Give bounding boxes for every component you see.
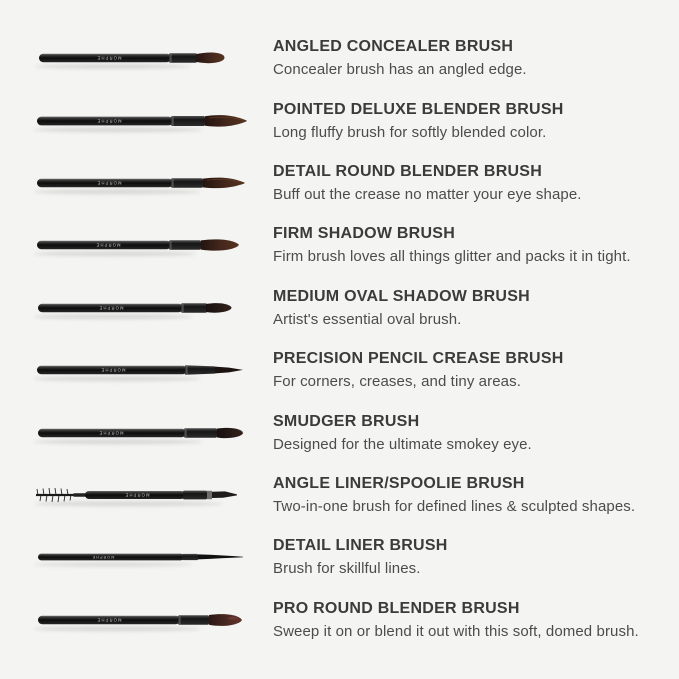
brush-title: POINTED DELUXE BLENDER BRUSH <box>273 100 564 118</box>
handle-brand-label: MORPHE <box>96 617 122 623</box>
brush-description: Sweep it on or blend it out with this soft, domed brush. <box>273 622 639 640</box>
brush-title: DETAIL LINER BRUSH <box>273 537 448 555</box>
row-precision-pencil-crease <box>0 339 679 401</box>
row-angle-liner-spoolie <box>0 464 679 526</box>
smudger-brush-image <box>33 413 254 453</box>
handle-brand-label: MORPHE <box>95 242 121 248</box>
brush-photo-firm-shadow <box>0 225 273 265</box>
brush-title: ANGLE LINER/SPOOLIE BRUSH <box>273 474 525 492</box>
row-medium-oval-shadow <box>0 277 679 339</box>
brush-description: Buff out the crease no matter your eye shape. <box>273 185 582 203</box>
brush-photo-angle-liner-spoolie <box>0 475 273 515</box>
brush-photo-medium-oval-shadow <box>0 288 273 328</box>
row-smudger <box>0 401 679 463</box>
brush-photo-detail-liner <box>0 537 273 577</box>
brush-description: Firm brush loves all things glitter and packs it in tight. <box>273 248 631 266</box>
brush-photo-pro-round-blender <box>0 600 273 640</box>
brush-title: PRO ROUND BLENDER BRUSH <box>273 599 520 617</box>
handle-brand-label: MORPHE <box>98 305 124 311</box>
precision-pencil-crease-brush-image <box>33 350 254 390</box>
brush-description: Brush for skillful lines. <box>273 560 421 578</box>
brush-description: Concealer brush has an angled edge. <box>273 61 527 79</box>
brush-photo-angled-concealer <box>0 38 273 78</box>
brush-title: DETAIL ROUND BLENDER BRUSH <box>273 162 543 180</box>
brush-description: Two-in-one brush for defined lines & sculpted shapes. <box>273 497 636 515</box>
row-detail-liner <box>0 526 679 588</box>
handle-brand-label: MORPHE <box>98 429 124 435</box>
brush-title: PRECISION PENCIL CREASE BRUSH <box>273 350 564 368</box>
brush-title: FIRM SHADOW BRUSH <box>273 225 456 243</box>
brush-photo-pointed-deluxe-blender <box>0 101 273 141</box>
brush-title: ANGLED CONCEALER BRUSH <box>273 38 514 56</box>
row-firm-shadow <box>0 214 679 276</box>
pointed-deluxe-blender-brush-image <box>33 101 254 141</box>
brush-photo-detail-round-blender <box>0 163 273 203</box>
angle-liner-spoolie-brush-image <box>33 475 254 515</box>
handle-brand-label: MORPHE <box>100 367 126 373</box>
handle-brand-label: MORPHE <box>96 55 122 61</box>
brush-description: Designed for the ultimate smokey eye. <box>273 435 532 453</box>
detail-round-blender-brush-image <box>33 163 254 203</box>
pro-round-blender-brush-image <box>33 600 254 640</box>
handle-brand-label: MORPHE <box>91 555 115 560</box>
row-detail-round-blender <box>0 152 679 214</box>
firm-shadow-brush-image <box>33 225 254 265</box>
handle-brand-label: MORPHE <box>124 492 150 498</box>
brush-description: Artist's essential oval brush. <box>273 310 462 328</box>
angled-concealer-brush-image <box>33 38 254 78</box>
brush-photo-smudger <box>0 413 273 453</box>
row-angled-concealer <box>0 27 679 89</box>
medium-oval-shadow-brush-image <box>33 288 254 328</box>
handle-brand-label: MORPHE <box>96 180 122 186</box>
brush-description: For corners, creases, and tiny areas. <box>273 373 521 391</box>
brush-title: SMUDGER BRUSH <box>273 412 420 430</box>
brush-photo-precision-pencil-crease <box>0 350 273 390</box>
handle-brand-label: MORPHE <box>96 117 122 123</box>
row-pointed-deluxe-blender <box>0 89 679 151</box>
detail-liner-brush-image <box>33 537 254 577</box>
row-pro-round-blender <box>0 589 679 651</box>
brush-title: MEDIUM OVAL SHADOW BRUSH <box>273 287 530 305</box>
brush-description: Long fluffy brush for softly blended color. <box>273 123 547 141</box>
